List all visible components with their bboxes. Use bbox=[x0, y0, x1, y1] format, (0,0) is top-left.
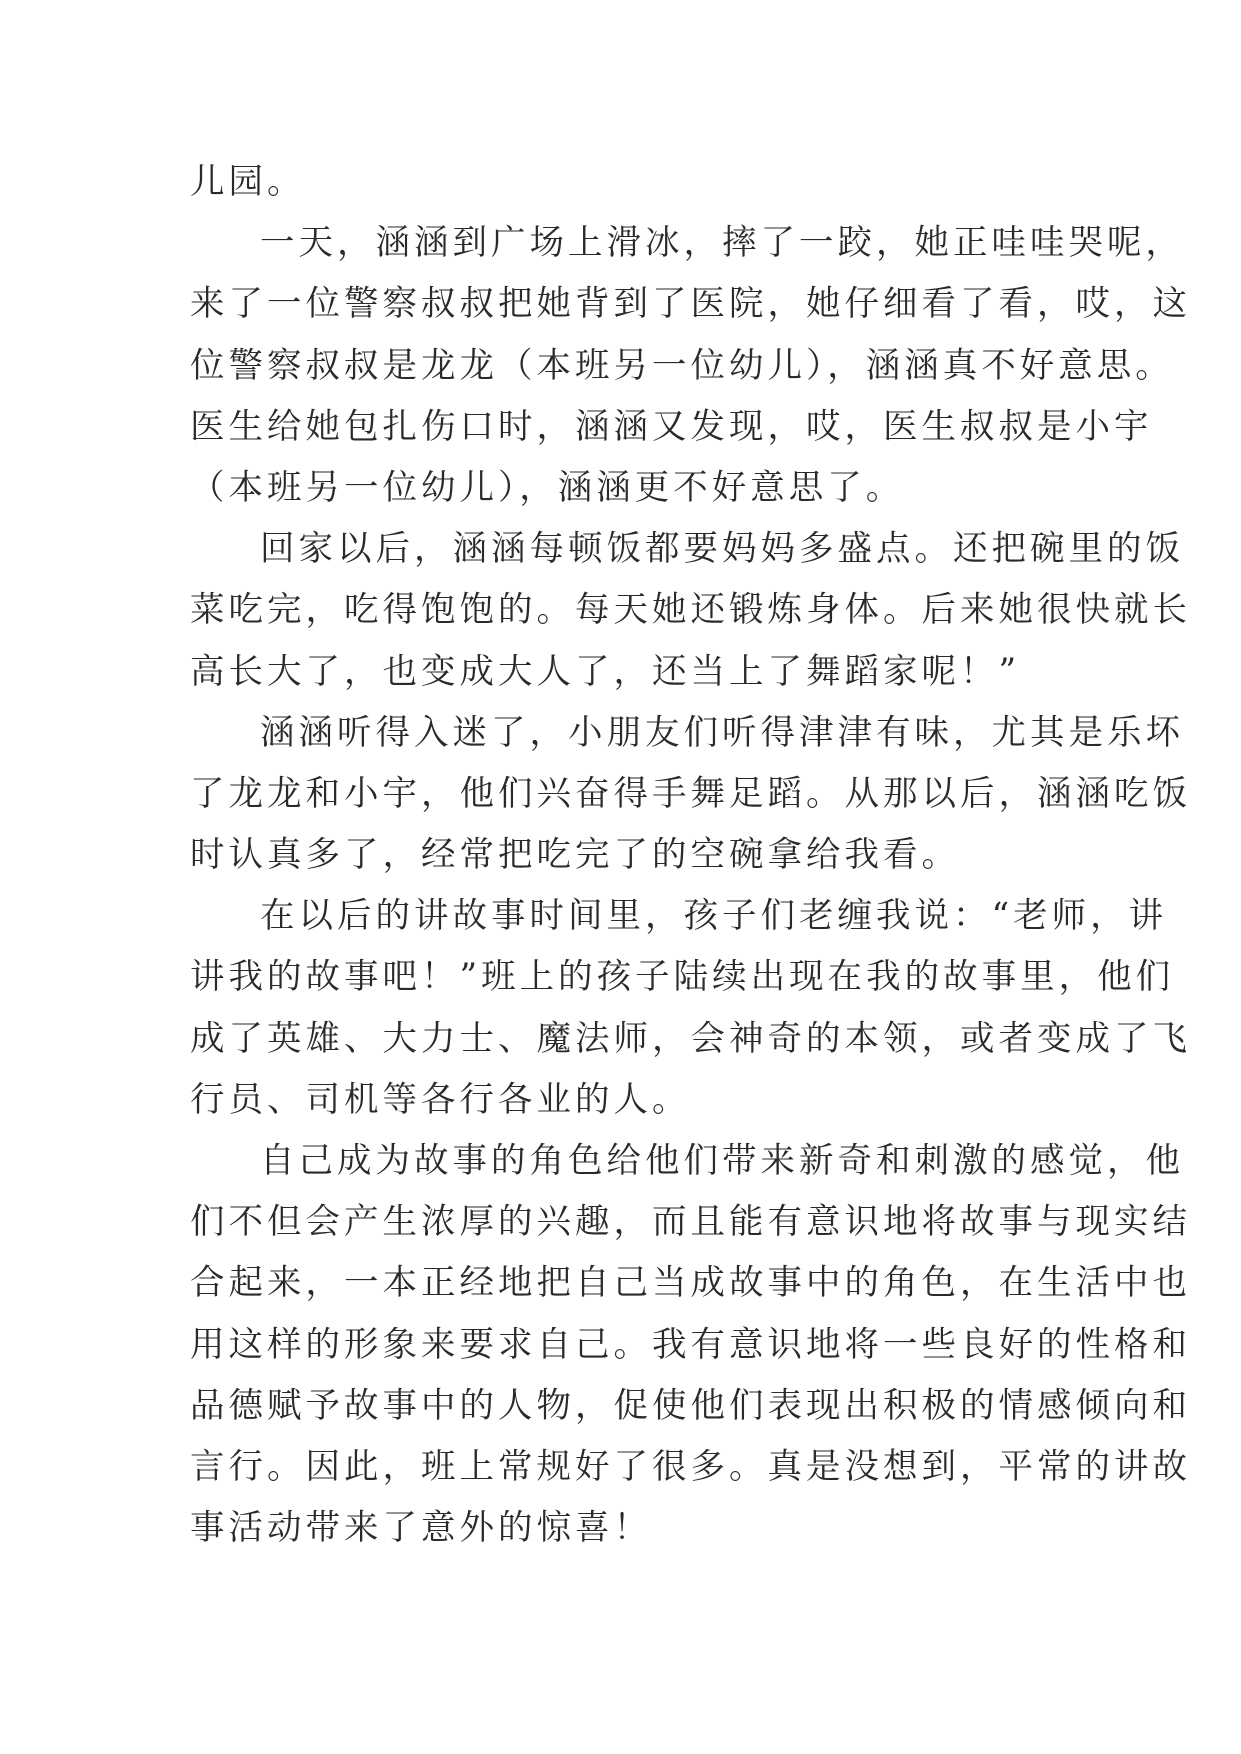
text-line: 言行。因此，班上常规好了很多。真是没想到，平常的讲故 bbox=[190, 1446, 1191, 1487]
text-line: 高长大了，也变成大人了，还当上了舞蹈家呢！” bbox=[190, 651, 1021, 692]
text-line: 用这样的形象来要求自己。我有意识地将一些良好的性格和 bbox=[190, 1324, 1191, 1365]
text-line: 讲我的故事吧！”班上的孩子陆续出现在我的故事里，他们 bbox=[190, 957, 1175, 998]
text-line: 了龙龙和小宇，他们兴奋得手舞足蹈。从那以后，涵涵吃饭 bbox=[190, 773, 1191, 814]
text-line: 品德赋予故事中的人物，促使他们表现出积极的情感倾向和 bbox=[190, 1385, 1191, 1426]
text-line: 涵涵听得入迷了，小朋友们听得津津有味，尤其是乐坏 bbox=[260, 712, 1184, 753]
text-line: 来了一位警察叔叔把她背到了医院，她仔细看了看，哎，这 bbox=[190, 284, 1191, 325]
text-line: 回家以后，涵涵每顿饭都要妈妈多盛点。还把碗里的饭 bbox=[260, 529, 1184, 570]
text-line: 在以后的讲故事时间里，孩子们老缠我说：“老师，讲 bbox=[260, 896, 1168, 937]
text-line: 行员、司机等各行各业的人。 bbox=[190, 1079, 691, 1120]
text-line: 儿园。 bbox=[190, 162, 306, 202]
text-line: 成了英雄、大力士、魔法师，会神奇的本领，或者变成了飞 bbox=[190, 1018, 1191, 1059]
text-line: 合起来，一本正经地把自己当成故事中的角色，在生活中也 bbox=[190, 1263, 1191, 1304]
text-line: （本班另一位幼儿），涵涵更不好意思了。 bbox=[190, 467, 905, 508]
text-line: 们不但会产生浓厚的兴趣，而且能有意识地将故事与现实结 bbox=[190, 1202, 1191, 1243]
document-body bbox=[190, 152, 1191, 1559]
text-line: 位警察叔叔是龙龙（本班另一位幼儿），涵涵真不好意思。 bbox=[190, 345, 1174, 386]
text-line: 时认真多了，经常把吃完了的空碗拿给我看。 bbox=[190, 835, 960, 876]
text-line: 菜吃完，吃得饱饱的。每天她还锻炼身体。后来她很快就长 bbox=[190, 590, 1191, 631]
text-line: 医生给她包扎伤口时，涵涵又发现，哎，医生叔叔是小宇 bbox=[190, 406, 1153, 447]
text-line: 自己成为故事的角色给他们带来新奇和刺激的感觉，他 bbox=[260, 1141, 1184, 1181]
text-line: 事活动带来了意外的惊喜！ bbox=[190, 1508, 652, 1549]
text-line: 一天，涵涵到广场上滑冰，摔了一跤，她正哇哇哭呢， bbox=[260, 223, 1184, 264]
